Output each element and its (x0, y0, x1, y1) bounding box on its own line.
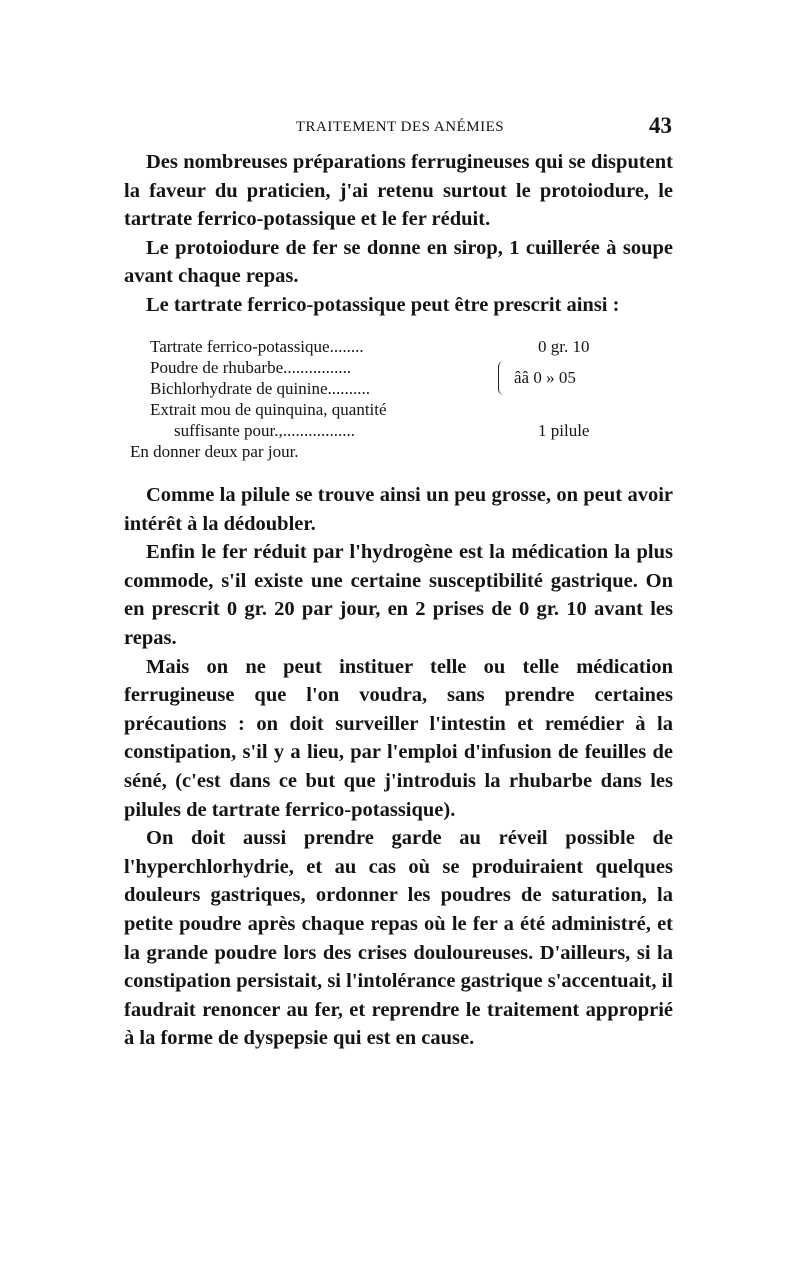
prescription-formula (130, 336, 660, 462)
running-title: TRAITEMENT DES ANÉMIES (295, 119, 505, 135)
paragraph: On doit aussi prendre garde au réveil possible de l'hyperchlorhydrie, et au cas où se produiraient quelques douleurs gastriques, ordonner les poudres de saturation, la petite poudre après chaque repas où le fer a été administré, et la grande poudre lors des crises douloureuses. D'ailleurs, si la constipation persistait, si l'intolérance gastrique s'accentuait, il faudrait renoncer au fer, et reprendre le traitement approprié à la forme de dyspepsie qui est en cause. (124, 827, 673, 1050)
prescription-line (130, 420, 660, 441)
paragraph: Le tartrate ferrico-potassique peut être prescrit ainsi : (146, 293, 620, 316)
ingredient: suffisante pour.,................. (174, 421, 356, 440)
ingredient: Bichlorhydrate de quinine.......... (150, 379, 371, 398)
prescription-line (130, 399, 660, 420)
ingredient: Extrait mou de quinquina, quantité (150, 400, 387, 419)
shared-quantity: ââ 0 » 05 (514, 368, 576, 387)
running-header (120, 113, 680, 143)
ingredient: Tartrate ferrico-potassique........ (150, 337, 364, 356)
text-block-top (124, 148, 673, 320)
prescription-line (130, 336, 660, 357)
paragraph: Comme la pilule se trouve ainsi un peu grosse, on peut avoir intérêt à la dédoubler. (124, 484, 673, 535)
prescription-grouped-lines (130, 357, 660, 399)
prescription-instruction (130, 441, 660, 462)
ingredient: Poudre de rhubarbe................ (150, 358, 352, 377)
paragraph: Des nombreuses préparations ferrugineuses qui se disputent la faveur du praticien, j'ai retenu surtout le protoiodure, le tartrate ferrico-potassique et le fer réduit. (124, 151, 673, 231)
instruction-text: En donner deux par jour. (130, 442, 299, 461)
paragraph: Le protoiodure de fer se donne en sirop, 1 cuillerée à soupe avant chaque repas. (124, 236, 673, 288)
paragraph: Enfin le fer réduit par l'hydrogène est la médication la plus commode, s'il existe une certaine susceptibilité gastrique. On en prescrit 0 gr. 20 par jour, en 2 prises de 0 gr. 10 avant les repas. (124, 541, 673, 649)
quantity: 1 pilule (538, 421, 590, 440)
page-number: 43 (649, 113, 672, 138)
text-block-bottom (124, 481, 673, 1053)
brace-mark (498, 361, 509, 395)
quantity: 0 gr. 10 (538, 337, 590, 356)
paragraph: Mais on ne peut instituer telle ou telle médication ferrugineuse que l'on voudra, sans prendre certaines précautions : on doit surveiller l'intestin et remédier à la constipation, s'il y a lieu, par l'emploi d'infusion de feuilles de séné, (c'est dans ce but que j'introduis la rhubarbe dans les pilules de tartrate ferrico-potassique). (124, 655, 673, 821)
